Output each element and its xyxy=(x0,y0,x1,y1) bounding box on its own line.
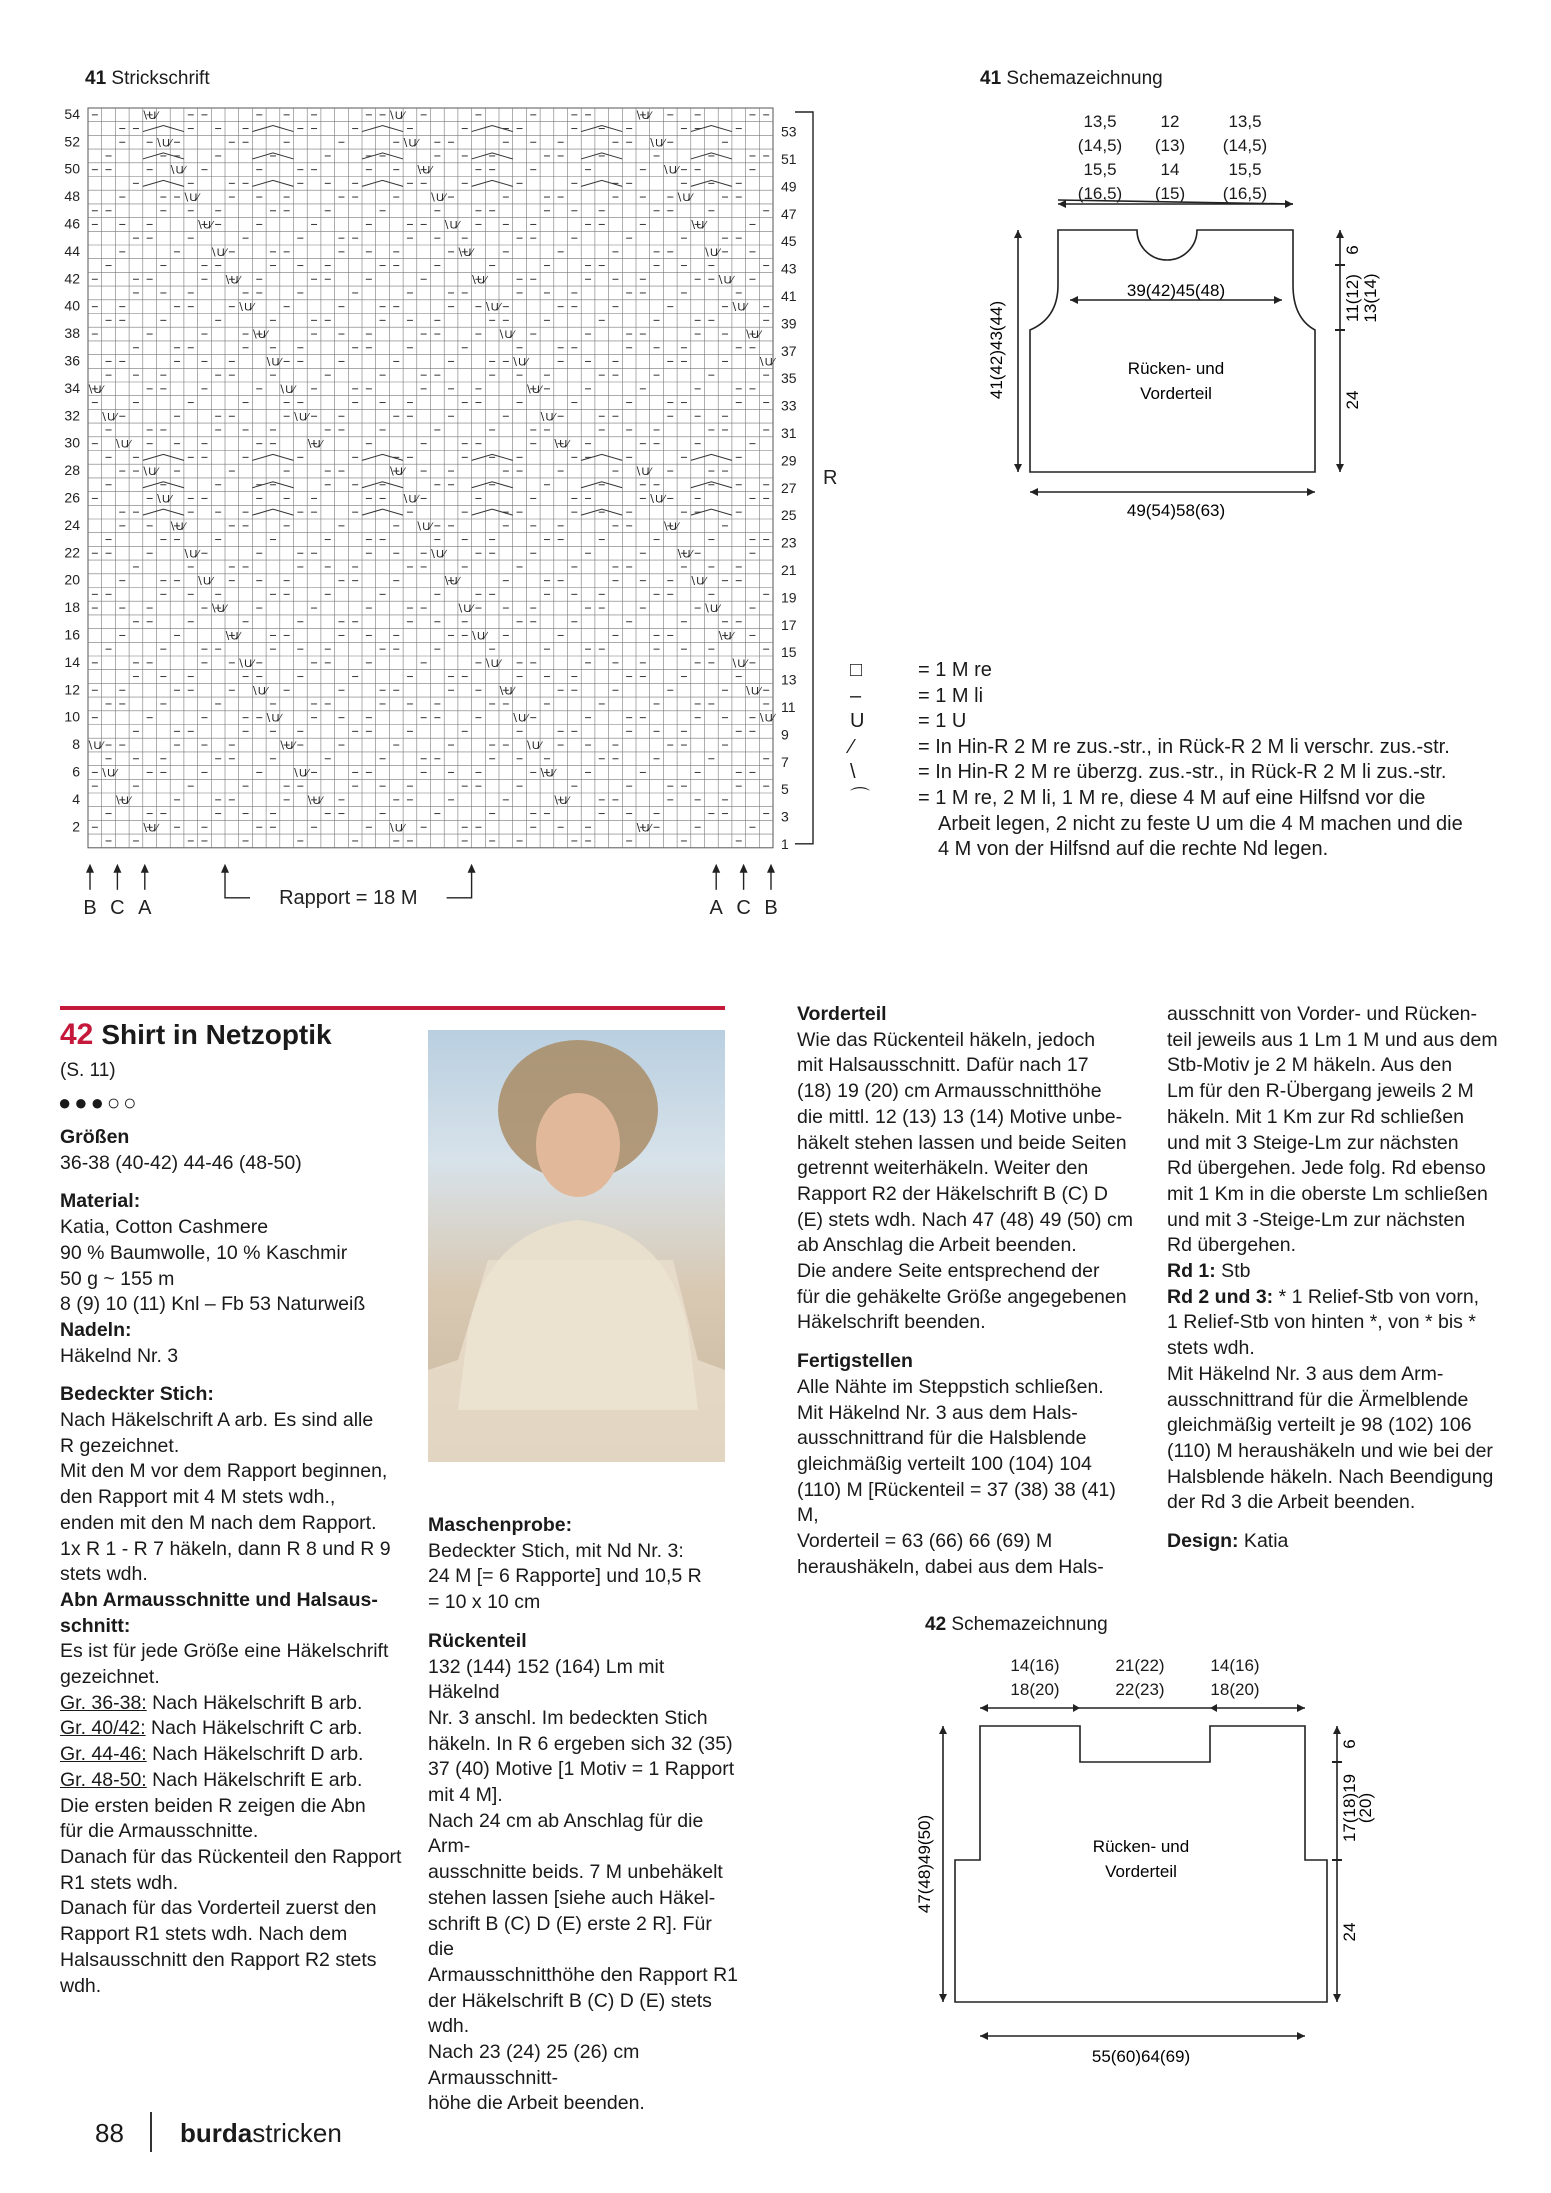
svg-text:∖U∕: ∖U∕ xyxy=(86,740,104,753)
dim-right-low: 24 xyxy=(1343,390,1362,410)
text-line: 90 % Baumwolle, 10 % Kaschmir xyxy=(60,1241,348,1264)
text-line: = 10 x 10 cm xyxy=(428,1591,541,1614)
legend-item: U = 1 U xyxy=(850,710,967,733)
page-ref: (S. 11) xyxy=(60,1060,116,1081)
text-line: wdh. xyxy=(60,1974,102,1997)
row-label: 52 xyxy=(64,133,80,150)
dim-shoulder-right: 13,5 (14,5) 15,5 (16,5) xyxy=(1222,112,1268,203)
row-label: 24 xyxy=(64,516,80,533)
svg-text:∖U∕: ∖U∕ xyxy=(182,192,200,205)
svg-text:∖U∕: ∖U∕ xyxy=(552,438,570,451)
text-line: heraushäkeln, dabei aus dem Hals- xyxy=(797,1555,1104,1578)
svg-text:∖U∕: ∖U∕ xyxy=(730,301,748,314)
spacer xyxy=(1167,1516,1512,1529)
row-label: 34 xyxy=(64,379,80,396)
article-title: 42 Shirt in Netzoptik xyxy=(60,1018,332,1051)
text-line: Häkelnd Nr. 3 xyxy=(60,1344,179,1367)
chart-edge-label: B xyxy=(83,896,97,919)
text-heading: Bedeckter Stich: xyxy=(60,1383,214,1406)
row-label: 8 xyxy=(72,736,80,753)
svg-text:∖U∕: ∖U∕ xyxy=(634,466,652,479)
text-line: enden mit den M nach dem Rapport. xyxy=(60,1511,377,1534)
text-line: Mit Häkelnd Nr. 3 aus dem Arm- xyxy=(1167,1362,1444,1385)
row-label: 41 xyxy=(781,287,797,304)
text-line: Nach 24 cm ab Anschlag für die Arm- xyxy=(428,1809,704,1858)
text-line: Rd übergehen. Jede folg. Rd ebenso xyxy=(1167,1157,1486,1180)
svg-text:∖U∕: ∖U∕ xyxy=(442,219,460,232)
text-line: Armausschnitthöhe den Rapport R1 xyxy=(428,1963,739,1986)
svg-text:∖U∕: ∖U∕ xyxy=(154,493,172,506)
text-heading: schnitt: xyxy=(60,1614,131,1637)
row-label: 22 xyxy=(64,544,80,561)
row-label: 3 xyxy=(781,808,789,825)
text-line: gleichmäßig verteilt je 98 (102) 106 xyxy=(1167,1414,1472,1437)
svg-text:∖U∕: ∖U∕ xyxy=(716,274,734,287)
row-label: 46 xyxy=(64,215,80,232)
svg-text:∖U∕: ∖U∕ xyxy=(415,520,433,533)
spacer xyxy=(60,1369,415,1382)
svg-text:∖U∕: ∖U∕ xyxy=(744,329,761,342)
svg-text:∖U∕: ∖U∕ xyxy=(387,822,405,835)
text-line: Halsblende häkeln. Nach Beendigung xyxy=(1167,1465,1494,1488)
dim-shoulder-left: 14(16) 18(20) xyxy=(1010,1656,1060,1699)
legend-cont: Arbeit legen, 2 nicht zu feste U um die 4 M machen und die xyxy=(938,812,1463,835)
text-line: gleichmäßig verteilt 100 (104) 104 xyxy=(797,1452,1092,1475)
svg-text:∖U∕: ∖U∕ xyxy=(387,109,405,122)
dim-inner-width: 39(42)45(48) xyxy=(1126,281,1226,300)
schema-41-drawing xyxy=(980,200,1380,530)
row-label: 18 xyxy=(64,599,80,616)
row-label: 42 xyxy=(64,270,80,287)
spacer xyxy=(60,1176,415,1189)
svg-text:∖U∕: ∖U∕ xyxy=(442,575,460,588)
svg-text:∖U∕: ∖U∕ xyxy=(113,438,131,451)
size-line: Gr. 36-38: Nach Häkelschrift B arb. xyxy=(60,1691,363,1714)
text-heading: Größen xyxy=(60,1126,130,1148)
text-line: 50 g ~ 155 m xyxy=(60,1267,175,1290)
row-label: 28 xyxy=(64,462,80,479)
text-line: Danach für das Vorderteil zuerst den xyxy=(60,1897,377,1920)
row-label: 29 xyxy=(781,452,797,469)
text-heading: Abn Armausschnitte und Halsaus- xyxy=(60,1588,378,1611)
row-label: 31 xyxy=(781,424,797,441)
svg-text:∖U∕: ∖U∕ xyxy=(552,794,570,807)
difficulty-dots: ●●●○○ xyxy=(58,1090,140,1115)
row-label: 17 xyxy=(781,616,797,633)
text-column-4 xyxy=(1167,1002,1512,1555)
svg-text:∖U∕: ∖U∕ xyxy=(223,274,241,287)
svg-text:∖U∕: ∖U∕ xyxy=(196,219,213,232)
row-label: 43 xyxy=(781,260,797,277)
svg-text:∖U∕: ∖U∕ xyxy=(675,548,693,561)
svg-text:∖U∕: ∖U∕ xyxy=(291,767,309,780)
dim-bottom: 49(54)58(63) xyxy=(1126,501,1226,520)
text-line: Mit den M vor dem Rapport beginnen, xyxy=(60,1460,388,1483)
row-label: 36 xyxy=(64,352,80,369)
row-label: 35 xyxy=(781,370,797,387)
svg-text:∖U∕: ∖U∕ xyxy=(223,630,241,643)
text-line: 132 (144) 152 (164) Lm mit Häkelnd xyxy=(428,1655,665,1704)
text-heading: Material: xyxy=(60,1190,141,1213)
svg-text:∖U∕: ∖U∕ xyxy=(456,603,474,616)
text-line: mit Halsausschnitt. Dafür nach 17 xyxy=(797,1054,1089,1077)
svg-text:∖U∕: ∖U∕ xyxy=(661,164,679,177)
brand-logo: burdastricken xyxy=(180,2118,342,2148)
text-line: Mit Häkelnd Nr. 3 aus dem Hals- xyxy=(797,1401,1078,1424)
text-line: stets wdh. xyxy=(1167,1337,1255,1360)
text-line: ausschnittrand für die Halsblende xyxy=(797,1427,1087,1450)
text-line: Nach 23 (24) 25 (26) cm Armausschnitt- xyxy=(428,2041,640,2089)
dim-right-mid2: (20) xyxy=(1356,1792,1375,1824)
schema-label-2: Vorderteil xyxy=(1140,384,1212,403)
text-line: ausschnittrand für die Ärmelblende xyxy=(1167,1388,1469,1411)
text-heading: Vorderteil xyxy=(797,1003,887,1025)
text-line: Katia, Cotton Cashmere xyxy=(60,1216,269,1239)
text-line: 1x R 1 - R 7 häkeln, dann R 8 und R 9 xyxy=(60,1537,391,1560)
svg-text:∖U∕: ∖U∕ xyxy=(757,356,775,369)
svg-text:∖U∕: ∖U∕ xyxy=(483,657,501,670)
svg-text:∖U∕: ∖U∕ xyxy=(689,219,707,232)
svg-text:∖U∕: ∖U∕ xyxy=(250,329,268,342)
text-line: (110) M heraushäkeln und wie bei der xyxy=(1167,1439,1493,1462)
text-line: und mit 3 -Steige-Lm zur nächsten xyxy=(1167,1208,1466,1231)
text-line: die mittl. 12 (13) 13 (14) Motive unbe- xyxy=(797,1105,1123,1128)
text-line: Danach für das Rückenteil den Rapport xyxy=(60,1845,402,1868)
text-line: Nach Häkelschrift A arb. Es sind alle xyxy=(60,1409,374,1432)
text-line: Rd 1: Stb xyxy=(1167,1260,1251,1283)
text-heading: Fertigstellen xyxy=(797,1350,913,1373)
text-line: Die ersten beiden R zeigen die Abn xyxy=(60,1794,366,1817)
row-label: 33 xyxy=(781,397,797,414)
size-label: Gr. 48-50: xyxy=(60,1768,147,1791)
text-line: ausschnitt von Vorder- und Rücken- xyxy=(1167,1003,1478,1025)
text-line: Rapport R2 der Häkelschrift B (C) D xyxy=(797,1182,1109,1205)
row-label: 2 xyxy=(72,818,80,835)
row-label: 13 xyxy=(781,671,797,688)
repeat-label: R xyxy=(823,466,838,489)
svg-text:∖U∕: ∖U∕ xyxy=(757,712,775,725)
text-line: teil jeweils aus 1 Lm 1 M und aus dem xyxy=(1167,1028,1498,1051)
svg-text:∖U∕: ∖U∕ xyxy=(305,794,323,807)
svg-text:∖U∕: ∖U∕ xyxy=(675,192,693,205)
svg-text:∖U∕: ∖U∕ xyxy=(716,630,734,643)
svg-text:∖U∕: ∖U∕ xyxy=(387,466,405,479)
svg-text:∖U∕: ∖U∕ xyxy=(524,740,542,753)
text-line: getrennt weiterhäkeln. Weiter den xyxy=(797,1157,1089,1180)
row-label: 14 xyxy=(64,653,80,670)
svg-text:∖U∕: ∖U∕ xyxy=(264,712,282,725)
text-line: (110) M [Rückenteil = 37 (38) 38 (41) M, xyxy=(797,1478,1116,1527)
text-line: Rapport R1 stets wdh. Nach dem xyxy=(60,1923,348,1946)
schema-label-2: Vorderteil xyxy=(1105,1862,1177,1881)
text-line: R1 stets wdh. xyxy=(60,1871,179,1894)
text-column-3 xyxy=(797,1002,1142,1580)
text-line: 36-38 (40-42) 44-46 (48-50) xyxy=(60,1151,302,1174)
dim-height: 47(48)49(50) xyxy=(915,1814,934,1914)
text-line: (E) stets wdh. Nach 47 (48) 49 (50) cm xyxy=(797,1208,1133,1231)
svg-text:∖U∕: ∖U∕ xyxy=(141,822,159,835)
text-line: ausschnitte beids. 7 M unbehäkelt xyxy=(428,1861,723,1884)
dim-right-mid2: 13(14) xyxy=(1361,273,1380,323)
svg-text:∖U∕: ∖U∕ xyxy=(661,520,679,533)
svg-text:∖U∕: ∖U∕ xyxy=(168,164,186,177)
row-label: 51 xyxy=(781,150,797,167)
size-line: Gr. 44-46: Nach Häkelschrift D arb. xyxy=(60,1743,364,1766)
dim-right-top: 6 xyxy=(1340,1739,1359,1749)
chart-edge-label: A xyxy=(709,896,723,919)
text-heading: Nadeln: xyxy=(60,1318,132,1341)
svg-text:∖U∕: ∖U∕ xyxy=(524,383,542,396)
text-line: Häkelschrift beenden. xyxy=(797,1311,986,1334)
legend-cont: 4 M von der Hilfsnd auf die rechte Nd legen. xyxy=(938,838,1329,861)
text-line: Es ist für jede Größe eine Häkelschrift xyxy=(60,1640,389,1663)
svg-text:∖U∕: ∖U∕ xyxy=(689,575,707,588)
spacer xyxy=(797,1336,1142,1349)
row-label: 9 xyxy=(781,726,789,743)
text-line: Stb-Motiv je 2 M häkeln. Aus den xyxy=(1167,1054,1453,1077)
legend-item: ⁄ = In Hin-R 2 M re zus.-str., in Rück-R 2 M li verschr. zus.-str. xyxy=(850,735,1450,758)
text-line: den Rapport mit 4 M stets wdh., xyxy=(60,1486,336,1509)
section-rule xyxy=(60,1006,725,1010)
size-line: Gr. 48-50: Nach Häkelschrift E arb. xyxy=(60,1768,363,1791)
dim-bottom: 55(60)64(69) xyxy=(1091,2047,1191,2066)
text-line: für die Armausschnitte. xyxy=(60,1820,259,1843)
text-column-1 xyxy=(60,1125,415,1999)
row-label: 32 xyxy=(64,407,80,424)
text-line: mit 1 Km in die oberste Lm schließen xyxy=(1167,1182,1488,1205)
svg-text:∖U∕: ∖U∕ xyxy=(237,657,254,670)
text-line: 1 Relief-Stb von hinten *, von * bis * xyxy=(1167,1311,1476,1334)
svg-text:∖U∕: ∖U∕ xyxy=(168,520,186,533)
row-label: 40 xyxy=(64,297,80,314)
text-line: und mit 3 Steige-Lm zur nächsten xyxy=(1167,1131,1459,1154)
svg-text:∖U∕: ∖U∕ xyxy=(237,301,254,314)
row-label: 21 xyxy=(781,561,797,578)
svg-text:∖U∕: ∖U∕ xyxy=(511,712,528,725)
text-line: der Häkelschrift B (C) D (E) stets wdh. xyxy=(428,1989,712,2038)
row-label: 7 xyxy=(781,753,789,770)
text-line: 37 (40) Motive [1 Motiv = 1 Rapport xyxy=(428,1758,735,1781)
row-label: 1 xyxy=(781,835,789,852)
size-label: Gr. 44-46: xyxy=(60,1743,147,1766)
chart-title: 41 Strickschrift xyxy=(85,68,210,89)
text-line: häkeln. Mit 1 Km zur Rd schließen xyxy=(1167,1105,1464,1128)
legend-item: – = 1 M li xyxy=(850,684,984,707)
row-label: 11 xyxy=(781,698,796,715)
dim-right-mid: 17(18)19 xyxy=(1340,1773,1359,1843)
text-column-2 xyxy=(428,1513,738,2117)
row-label: 50 xyxy=(64,160,80,177)
svg-text:∖U∕: ∖U∕ xyxy=(291,411,309,424)
svg-text:∖U∕: ∖U∕ xyxy=(250,685,268,698)
svg-text:∖U∕: ∖U∕ xyxy=(196,575,213,588)
spacer xyxy=(428,1616,738,1629)
svg-text:∖U∕: ∖U∕ xyxy=(401,137,419,150)
schema-label-1: Rücken- und xyxy=(1092,1837,1190,1856)
text-line: Die andere Seite entsprechend der xyxy=(797,1260,1100,1283)
row-label: 23 xyxy=(781,534,797,551)
legend-item: ⌒ = 1 M re, 2 M li, 1 M re, diese 4 M auf eine Hilfsnd vor die xyxy=(850,786,1426,809)
svg-text:∖U∕: ∖U∕ xyxy=(428,548,446,561)
footer-divider xyxy=(150,2112,152,2152)
svg-text:∖U∕: ∖U∕ xyxy=(86,383,104,396)
text-line: ab Anschlag die Arbeit beenden. xyxy=(797,1234,1077,1257)
svg-text:∖U∕: ∖U∕ xyxy=(730,657,748,670)
inline-heading: Rd 2 und 3: xyxy=(1167,1285,1274,1308)
text-line: R gezeichnet. xyxy=(60,1434,180,1457)
row-label: 19 xyxy=(781,589,797,606)
dim-height: 41(42)43(44) xyxy=(987,300,1006,400)
row-label: 5 xyxy=(781,781,789,798)
text-line: Vorderteil = 63 (66) 66 (69) M xyxy=(797,1530,1053,1553)
row-label: 37 xyxy=(781,342,797,359)
row-label: 12 xyxy=(64,681,80,698)
svg-text:∖U∕: ∖U∕ xyxy=(648,493,665,506)
svg-text:∖U∕: ∖U∕ xyxy=(209,603,227,616)
row-label: 25 xyxy=(781,507,797,524)
svg-text:∖U∕: ∖U∕ xyxy=(305,438,323,451)
svg-text:∖U∕: ∖U∕ xyxy=(264,356,282,369)
text-line: häkelt stehen lassen und beide Seiten xyxy=(797,1131,1127,1154)
text-line: der Rd 3 die Arbeit beenden. xyxy=(1167,1491,1416,1514)
row-label: 10 xyxy=(64,708,80,725)
svg-text:∖U∕: ∖U∕ xyxy=(483,301,501,314)
text-line: Rd übergehen. xyxy=(1167,1234,1297,1257)
row-label: 49 xyxy=(781,178,797,195)
svg-text:∖U∕: ∖U∕ xyxy=(278,383,296,396)
svg-text:∖U∕: ∖U∕ xyxy=(538,411,556,424)
svg-text:∖U∕: ∖U∕ xyxy=(511,356,528,369)
dim-right-top: 6 xyxy=(1343,245,1362,255)
row-label: 26 xyxy=(64,489,80,506)
page-number: 88 xyxy=(95,2118,124,2148)
chart-edge-label: B xyxy=(764,896,778,919)
row-label: 39 xyxy=(781,315,797,332)
row-label: 54 xyxy=(64,105,80,122)
rapport-label: Rapport = 18 M xyxy=(279,886,418,909)
dim-neck: 12 (13) 14 (15) xyxy=(1154,112,1186,203)
dim-shoulder-left: 13,5 (14,5) 15,5 (16,5) xyxy=(1077,112,1123,203)
text-line: für die gehäkelte Größe angegebenen xyxy=(797,1285,1127,1308)
text-line: 8 (9) 10 (11) Knl – Fb 53 Naturweiß xyxy=(60,1293,366,1316)
row-label: 47 xyxy=(781,205,797,222)
row-label: 48 xyxy=(64,188,80,205)
size-label: Gr. 36-38: xyxy=(60,1691,147,1714)
text-heading: Maschenprobe: xyxy=(428,1514,573,1536)
svg-text:∖U∕: ∖U∕ xyxy=(702,246,720,259)
svg-text:∖U∕: ∖U∕ xyxy=(456,246,474,259)
row-label: 4 xyxy=(72,790,80,807)
schema-label-1: Rücken- und xyxy=(1127,359,1225,378)
svg-text:∖U∕: ∖U∕ xyxy=(634,822,652,835)
svg-text:∖U∕: ∖U∕ xyxy=(648,137,665,150)
chart-edge-label: C xyxy=(110,896,125,919)
text-line: Bedeckter Stich, mit Nd Nr. 3: xyxy=(428,1539,684,1562)
text-line: Alle Nähte im Steppstich schließen. xyxy=(797,1375,1104,1398)
text-heading: Rückenteil xyxy=(428,1629,527,1652)
svg-text:∖U∕: ∖U∕ xyxy=(634,109,652,122)
svg-text:∖U∕: ∖U∕ xyxy=(113,794,131,807)
row-label: 30 xyxy=(64,434,80,451)
svg-text:∖U∕: ∖U∕ xyxy=(415,164,433,177)
svg-text:∖U∕: ∖U∕ xyxy=(182,548,200,561)
svg-text:∖U∕: ∖U∕ xyxy=(100,411,117,424)
svg-text:∖U∕: ∖U∕ xyxy=(154,137,172,150)
svg-text:∖U∕: ∖U∕ xyxy=(497,329,515,342)
legend xyxy=(850,658,1520,863)
row-label: 38 xyxy=(64,325,80,342)
row-label: 15 xyxy=(781,644,797,661)
text-line: häkeln. In R 6 ergeben sich 32 (35) xyxy=(428,1732,733,1755)
text-line: Lm für den R-Übergang jeweils 2 M xyxy=(1167,1080,1474,1103)
dim-shoulder-right: 14(16) 18(20) xyxy=(1210,1656,1260,1699)
svg-text:∖U∕: ∖U∕ xyxy=(497,685,515,698)
schema-42-drawing xyxy=(915,1700,1375,2070)
text-line: stets wdh. xyxy=(60,1563,148,1586)
row-label: 16 xyxy=(64,626,80,643)
text-line: mit 4 M]. xyxy=(428,1784,503,1807)
svg-text:∖U∕: ∖U∕ xyxy=(702,603,720,616)
size-label: Gr. 40/42: xyxy=(60,1717,146,1740)
svg-text:∖U∕: ∖U∕ xyxy=(428,192,446,205)
svg-text:∖U∕: ∖U∕ xyxy=(470,630,487,643)
row-label: 6 xyxy=(72,763,80,780)
row-label: 27 xyxy=(781,479,797,496)
svg-text:∖U∕: ∖U∕ xyxy=(470,274,487,287)
schema-title: 41 Schemazeichnung xyxy=(980,68,1163,89)
inline-heading: Design: xyxy=(1167,1530,1239,1553)
model-photo xyxy=(428,1030,725,1462)
svg-text:∖U∕: ∖U∕ xyxy=(141,109,159,122)
row-label: 20 xyxy=(64,571,80,588)
svg-text:∖U∕: ∖U∕ xyxy=(744,685,761,698)
svg-text:∖U∕: ∖U∕ xyxy=(141,466,159,479)
text-line: Halsausschnitt den Rapport R2 stets xyxy=(60,1948,377,1971)
dim-right-mid: 11(12) xyxy=(1343,274,1362,322)
svg-text:∖U∕: ∖U∕ xyxy=(100,767,117,780)
chart-edge-label: A xyxy=(138,896,152,919)
svg-text:∖U∕: ∖U∕ xyxy=(401,493,419,506)
row-label: 53 xyxy=(781,123,797,140)
text-line: Rd 2 und 3: * 1 Relief-Stb von vorn, xyxy=(1167,1285,1480,1308)
svg-text:∖U∕: ∖U∕ xyxy=(278,740,296,753)
row-label: 45 xyxy=(781,233,797,250)
text-line: (18) 19 (20) cm Armausschnitthöhe xyxy=(797,1080,1102,1103)
dim-right-low: 24 xyxy=(1340,1922,1359,1942)
dim-neck: 21(22) 22(23) xyxy=(1115,1656,1165,1699)
row-label: 44 xyxy=(64,242,80,259)
svg-text:∖U∕: ∖U∕ xyxy=(209,246,227,259)
text-line: 24 M [= 6 Rapporte] und 10,5 R xyxy=(428,1565,702,1588)
text-line: schrift B (C) D (E) erste 2 R]. Für die xyxy=(428,1912,712,1961)
text-line: höhe die Arbeit beenden. xyxy=(428,2092,645,2115)
text-line: stehen lassen [siehe auch Häkel- xyxy=(428,1886,716,1909)
chart-edge-label: C xyxy=(736,896,751,919)
schema-title: 42 Schemazeichnung xyxy=(925,1614,1108,1635)
text-line: gezeichnet. xyxy=(60,1666,160,1689)
inline-heading: Rd 1: xyxy=(1167,1260,1216,1283)
legend-item: □ = 1 M re xyxy=(850,659,992,681)
text-line: Nr. 3 anschl. Im bedeckten Stich xyxy=(428,1706,708,1729)
legend-item: \ = In Hin-R 2 M re überzg. zus.-str., in Rück-R 2 M li zus.-str. xyxy=(850,761,1447,784)
size-line: Gr. 40/42: Nach Häkelschrift C arb. xyxy=(60,1717,363,1740)
knitting-chart xyxy=(50,100,838,919)
text-line: Wie das Rückenteil häkeln, jedoch xyxy=(797,1028,1096,1051)
svg-text:∖U∕: ∖U∕ xyxy=(538,767,556,780)
text-line: Design: Katia xyxy=(1167,1530,1289,1553)
